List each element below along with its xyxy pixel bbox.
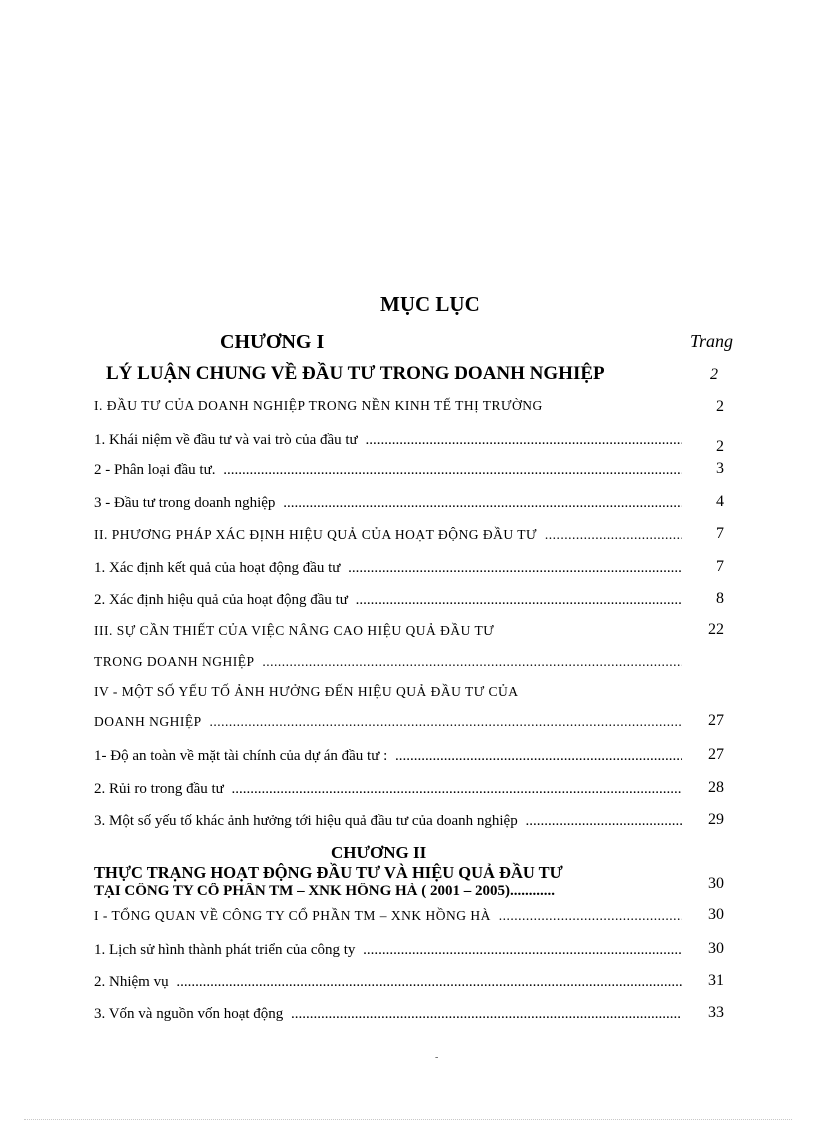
toc-entry[interactable] (94, 940, 724, 964)
chapter-2-title-line1: THỰC TRẠNG HOẠT ĐỘNG ĐẦU TƯ VÀ HIỆU QUẢ ĐẦU TƯ (94, 863, 563, 882)
toc-entry-text: TRONG DOANH NGHIỆP ..... (94, 652, 682, 672)
toc-entry[interactable] (94, 652, 724, 676)
toc-entry[interactable] (94, 746, 724, 770)
toc-entry-text: 2. Rủi ro trong đầu tư ..... (94, 779, 682, 799)
toc-entry-text: 2. Nhiệm vụ ..... (94, 972, 682, 992)
page-column-label: Trang (690, 331, 734, 351)
toc-entry-text: I. ĐẦU TƯ CỦA DOANH NGHIỆP TRONG NỀN KINH TẾ THỊ TRƯỜNG (94, 398, 543, 413)
toc-entry[interactable] (94, 396, 724, 420)
toc-entry-text: I - TỔNG QUAN VỀ CÔNG TY CỔ PHẦN TM – XNK HỒNG HÀ ..... (94, 906, 682, 926)
toc-entry-page: 33 (708, 1004, 724, 1021)
toc-entry[interactable] (94, 906, 724, 930)
toc-entry[interactable] (94, 460, 724, 484)
toc-entry-text: III. SỰ CẦN THIẾT CỦA VIỆC NÂNG CAO HIỆU QUẢ ĐẦU TƯ (94, 623, 495, 638)
toc-title: MỤC LỤC (380, 292, 480, 316)
toc-entry-text: 3. Một số yếu tố khác ảnh hưởng tới hiệu quả đầu tư của doanh nghiệp ..... (94, 811, 682, 831)
chapter-2-title-text: TẠI CÔNG TY CỔ PHẦN TM – XNK HỒNG HÀ ( 2001 – 2005) (94, 883, 510, 899)
toc-entry-page: 30 (708, 906, 724, 923)
toc-entry-page: 22 (708, 621, 724, 638)
toc-entry-text: 1. Khái niệm về đầu tư và vai trò của đầu tư ..... (94, 430, 682, 450)
toc-entry[interactable] (94, 525, 724, 549)
page-footer-mark: - (435, 1052, 439, 1063)
toc-entry-text: 3 - Đầu tư trong doanh nghiệp ..... (94, 493, 682, 513)
toc-entry[interactable] (94, 558, 724, 582)
toc-entry[interactable] (94, 682, 724, 706)
toc-entry[interactable] (94, 972, 724, 996)
toc-entry[interactable] (94, 811, 724, 835)
toc-entry-text: 1- Độ an toàn về mặt tài chính của dự án đầu tư : ..... (94, 746, 682, 766)
toc-entry-page: 7 (716, 525, 724, 542)
toc-entry[interactable] (94, 712, 724, 736)
toc-entry-page: 7 (716, 558, 724, 575)
toc-entry-page: 2 (716, 398, 724, 415)
chapter-2-heading: CHƯƠNG II (331, 843, 427, 862)
toc-entry[interactable] (94, 621, 724, 645)
toc-entry-text: DOANH NGHIỆP ..... (94, 712, 682, 732)
toc-entry-text: IV - MỘT SỐ YẾU TỐ ẢNH HƯỞNG ĐẾN HIỆU QUẢ ĐẦU TƯ CỦA (94, 684, 519, 699)
toc-entry[interactable] (94, 779, 724, 803)
toc-entry-text: 2 - Phân loại đầu tư. ..... (94, 460, 682, 480)
toc-entry[interactable] (94, 590, 724, 614)
page-bottom-divider (24, 1119, 792, 1120)
toc-entry-page: 28 (708, 779, 724, 796)
toc-entry-page: 4 (716, 493, 724, 510)
chapter-1-subtitle: LÝ LUẬN CHUNG VỀ ĐẦU TƯ TRONG DOANH NGHIỆP (106, 363, 605, 384)
chapter-1-heading: CHƯƠNG I (220, 331, 325, 353)
toc-entry-page: 29 (708, 811, 724, 828)
toc-entry-text: 1. Lịch sử hình thành phát triển của công ty ..... (94, 940, 682, 960)
toc-entry-text: 3. Vốn và nguồn vốn hoạt động ..... (94, 1004, 682, 1024)
toc-entry-page: 3 (716, 460, 724, 477)
toc-entry-page: 2 (716, 438, 724, 455)
toc-entry-page: 30 (708, 940, 724, 957)
toc-entry[interactable] (94, 430, 724, 454)
toc-entry[interactable] (94, 493, 724, 517)
toc-entry-text: II. PHƯƠNG PHÁP XÁC ĐỊNH HIỆU QUẢ CỦA HOẠT ĐỘNG ĐẦU TƯ ..... (94, 525, 682, 545)
toc-entry[interactable] (94, 1004, 724, 1028)
chapter-2-title-line2: TẠI CÔNG TY CỔ PHẦN TM – XNK HỒNG HÀ ( 2001 – 2005)............ (94, 883, 555, 899)
toc-entry-page: 31 (708, 972, 724, 989)
toc-entry-page: 27 (708, 746, 724, 763)
toc-entry-page: 8 (716, 590, 724, 607)
toc-entry-text: 1. Xác định kết quả của hoạt động đầu tư ..... (94, 558, 682, 578)
toc-entry-text: 2. Xác định hiệu quả của hoạt động đầu tư ..... (94, 590, 682, 610)
chapter-1-subtitle-page: 2 (710, 366, 718, 383)
chapter-2-title-page: 30 (708, 875, 724, 892)
toc-entry-page: 27 (708, 712, 724, 729)
